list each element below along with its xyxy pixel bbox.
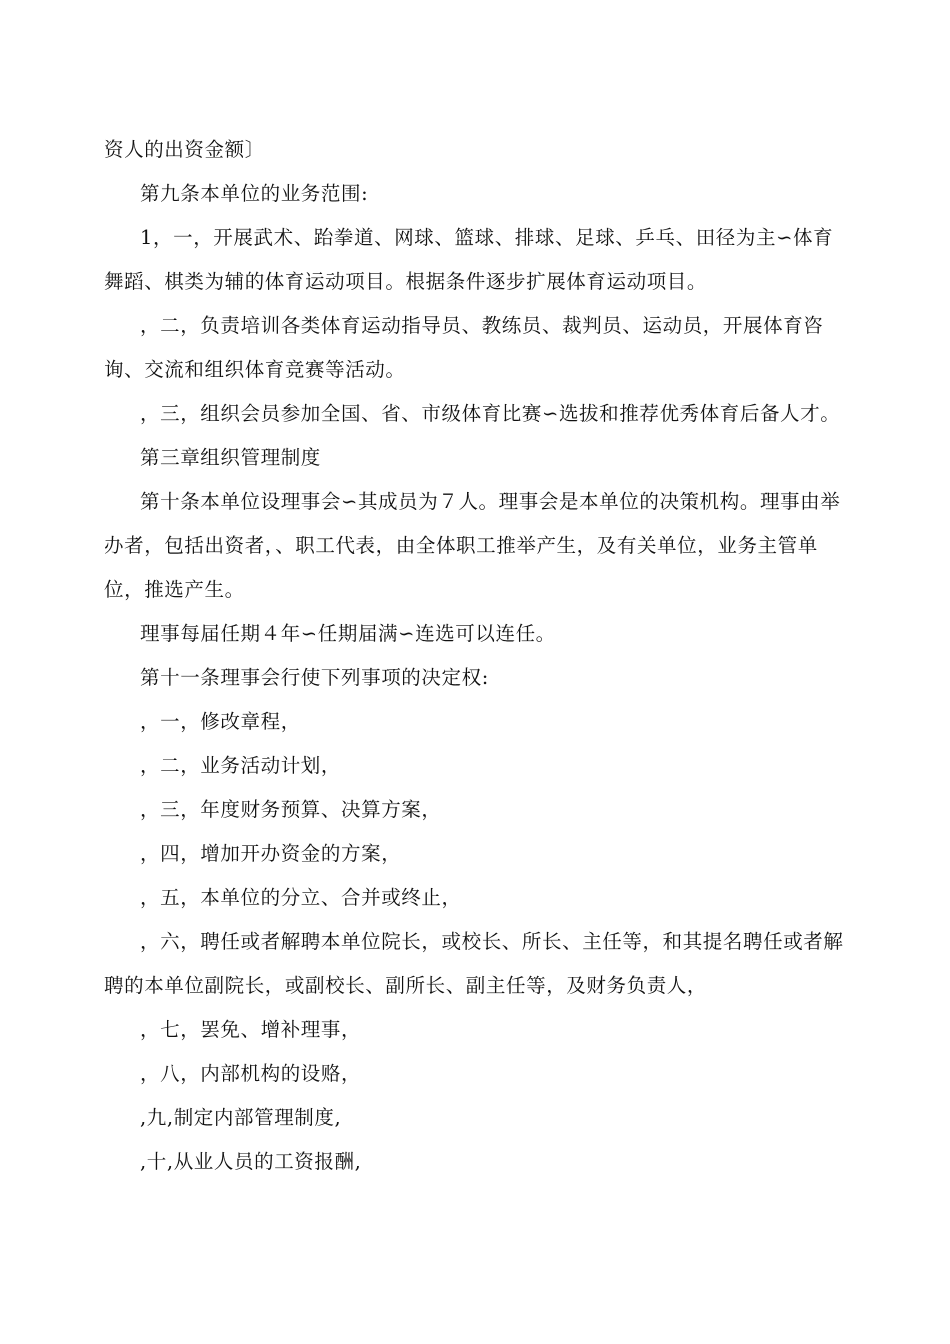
list-item-power-2: ，二，业务活动计划， [140,754,342,777]
paragraph-term-of-office: 理事每届任期４年∽任期届满∽连选可以连任。 [140,622,556,645]
list-item-power-8: ，八，内部机构的设赂， [140,1062,362,1085]
paragraph-scope-item-3: ，三，组织会员参加全国、省、市级体育比赛∽选拔和推荐优秀体育后备人才。 [140,402,841,425]
list-item-power-3: ，三，年度财务预算、决算方案， [140,798,442,821]
list-item-power-10: ,十,从业人员的工资报酬, [140,1150,362,1173]
paragraph-article-11: 第十一条理事会行使下列事项的决定权: [140,666,489,689]
list-item-power-9: ,九,制定内部管理制度, [140,1106,342,1129]
list-item-power-4: ，四，增加开办资金的方案， [140,842,402,865]
list-item-power-5: ，五，本单位的分立、合并或终止， [140,886,462,909]
paragraph-continuation: 资人的出资金额〕 [104,138,265,161]
chapter-heading: 第三章组织管理制度 [140,446,321,469]
list-item-power-6: ，六，聘任或者解聘本单位院长，或校长、所长、主任等，和其提名聘任或者解聘的本单位副院长，或副校长、副所长、副主任等，及财务负责人， [104,930,844,997]
list-item-power-1: ，一，修改章程， [140,710,301,733]
paragraph-scope-item-2: ，二，负责培训各类体育运动指导员、教练员、裁判员、运动员，开展体育咨询、交流和组织体育竞赛等活动。 [104,314,824,381]
document-body [104,128,844,1184]
paragraph-scope-item-1: 1，一，开展武术、跆拳道、网球、篮球、排球、足球、乒乓、田径为主∽体育舞蹈、棋类为辅的体育运动项目。根据条件逐步扩展体育运动项目。 [104,226,834,293]
paragraph-article-10: 第十条本单位设理事会∽其成员为７人。理事会是本单位的决策机构。理事由举办者，包括出资者，、职工代表，由全体职工推举产生，及有关单位，业务主管单位，推选产生。 [104,490,841,601]
list-item-power-7: ，七，罢免、增补理事， [140,1018,362,1041]
paragraph-article-9: 第九条本单位的业务范围: [140,182,369,205]
